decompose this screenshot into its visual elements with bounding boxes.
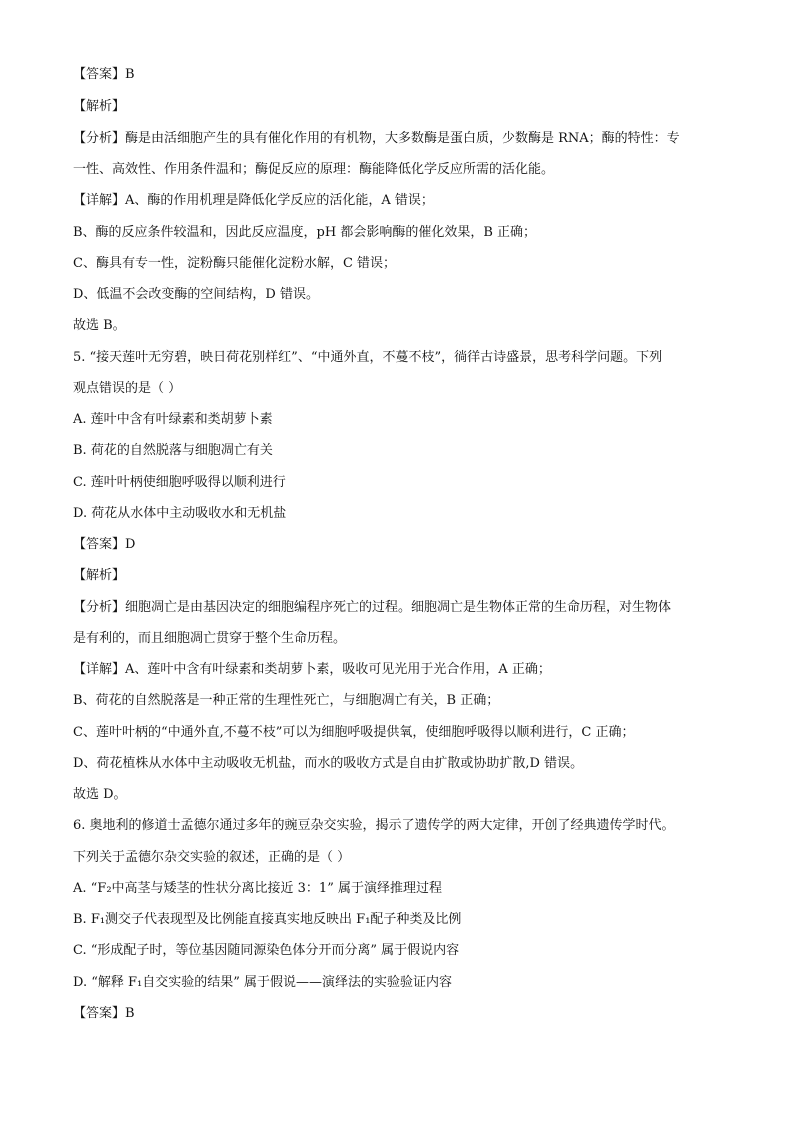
- option-a: A. “F₂中高茎与矮茎的性状分离比接近 3：1” 属于演绎推理过程: [73, 881, 442, 896]
- fenxi-line: 是有利的，而且细胞凋亡贯穿于整个生命历程。: [73, 631, 347, 646]
- option-b: B. F₁测交子代表现型及比例能直接真实地反映出 F₁配子种类及比例: [73, 912, 462, 927]
- bracket-open: 【: [73, 99, 87, 114]
- bracket-close: 】: [112, 99, 126, 114]
- fenxi-line: 【分析】细胞凋亡是由基因决定的细胞编程序死亡的过程。细胞凋亡是生物体正常的生命历程，对生物体: [73, 600, 672, 615]
- analysis-heading: [73, 567, 125, 585]
- option-a: A. 莲叶中含有叶绿素和类胡萝卜素: [73, 412, 273, 427]
- question-stem: 6. 奥地利的修道士孟德尔通过多年的豌豆杂交实验，揭示了遗传学的两大定律，开创了经典遗传学时代。: [73, 818, 675, 833]
- xiangjie-line: D、荷花植株从水体中主动吸收无机盐，而水的吸收方式是自由扩散或协助扩散,D 错误。: [73, 756, 584, 771]
- analysis-heading-text: 解析: [86, 568, 113, 583]
- xiangjie-line: B、荷花的自然脱落是一种正常的生理性死亡，与细胞凋亡有关，B 正确；: [73, 693, 500, 708]
- option-c: C. “形成配子时，等位基因随同源染色体分开而分离” 属于假说内容: [73, 943, 460, 958]
- xiangjie-line: B、酶的反应条件较温和，因此反应温度，pH 都会影响酶的催化效果，B 正确；: [73, 225, 537, 240]
- bracket-close: 】: [112, 568, 126, 583]
- fenxi-line: 一性、高效性、作用条件温和；酶促反应的原理：酶能降低化学反应所需的活化能。: [73, 162, 555, 177]
- xiangjie-line: C、酶具有专一性，淀粉酶只能催化淀粉水解，C 错误；: [73, 256, 397, 271]
- question-stem: 5. “接天莲叶无穷碧，映日荷花别样红”、“中通外直，不蔓不枝”，徜徉古诗盛景，思考科学问题。下列: [73, 350, 663, 365]
- answer-label: 【答案】B: [73, 1006, 135, 1021]
- question-stem: 下列关于孟德尔杂交实验的叙述，正确的是（ ）: [73, 850, 351, 865]
- conclusion-line: 故选 B。: [73, 318, 126, 333]
- option-d: D. “解释 F₁自交实验的结果” 属于假说——演绎法的实验验证内容: [73, 975, 453, 990]
- answer-label: 【答案】B: [73, 67, 135, 82]
- answer-label: 【答案】D: [73, 537, 136, 552]
- option-b: B. 荷花的自然脱落与细胞凋亡有关: [73, 443, 273, 458]
- xiangjie-line: C、莲叶叶柄的“中通外直,不蔓不枝”可以为细胞呼吸提供氧，使细胞呼吸得以顺利进行，C 正确；: [73, 725, 635, 740]
- conclusion-line: 故选 D。: [73, 787, 127, 802]
- option-c: C. 莲叶叶柄使细胞呼吸得以顺利进行: [73, 475, 286, 490]
- fenxi-line: 【分析】酶是由活细胞产生的具有催化作用的有机物，大多数酶是蛋白质，少数酶是 RNA；酶的特性：专: [73, 131, 680, 146]
- option-d: D. 荷花从水体中主动吸收水和无机盐: [73, 506, 287, 521]
- analysis-heading: [73, 98, 125, 116]
- question-stem: 观点错误的是（ ）: [73, 381, 182, 396]
- bracket-open: 【: [73, 568, 87, 583]
- xiangjie-line: 【详解】A、酶的作用机理是降低化学反应的活化能，A 错误；: [73, 193, 434, 208]
- xiangjie-line: 【详解】A、莲叶中含有叶绿素和类胡萝卜素，吸收可见光用于光合作用，A 正确；: [73, 662, 551, 677]
- xiangjie-line: D、低温不会改变酶的空间结构，D 错误。: [73, 287, 319, 302]
- analysis-heading-text: 解析: [86, 99, 113, 114]
